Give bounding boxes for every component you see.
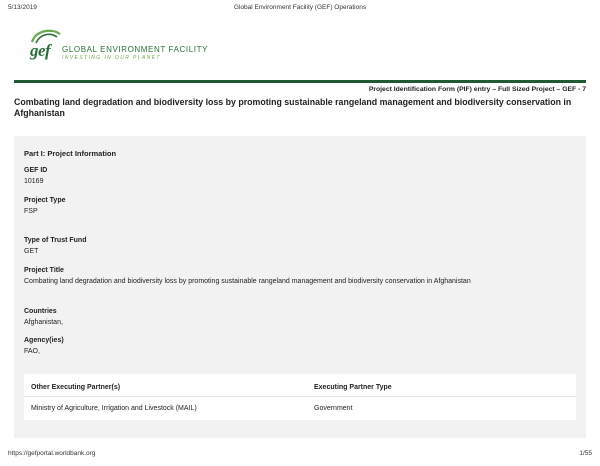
- project-type-value: FSP: [24, 208, 38, 215]
- header-rule: [14, 80, 586, 83]
- page-number: 1/55: [579, 450, 592, 457]
- countries-value: Afghanistan,: [24, 319, 63, 326]
- project-title-value: Combating land degradation and biodiversity loss by promoting sustainable rangeland management and biodiversity conservation in Afghanistan: [24, 278, 471, 285]
- footer-url[interactable]: https://gefportal.worldbank.org: [8, 450, 96, 457]
- print-title: Global Environment Facility (GEF) Operations: [233, 4, 367, 11]
- print-header: [8, 4, 592, 14]
- agency-label: Agency(ies): [24, 337, 64, 344]
- table-header-partner-type: Executing Partner Type: [314, 384, 392, 391]
- project-title-heading: Combating land degradation and biodiversity loss by promoting sustainable rangeland management and biodiversity conservation in Afghanistan: [14, 97, 572, 118]
- project-type-label: Project Type: [24, 197, 66, 204]
- print-date: 5/13/2019: [8, 4, 37, 11]
- gef-mark: gef: [30, 41, 51, 60]
- project-title-label: Project Title: [24, 267, 64, 274]
- gef-logo: [30, 28, 230, 64]
- gef-logo-name: GLOBAL ENVIRONMENT FACILITY: [62, 45, 209, 54]
- gef-id-value: 10169: [24, 178, 44, 185]
- part-heading: Part I: Project Information: [24, 149, 117, 158]
- trust-fund-value: GET: [24, 248, 39, 255]
- countries-label: Countries: [24, 308, 57, 315]
- table-cell-partner-type: Government: [314, 405, 353, 412]
- form-type-header: Project Identification Form (PIF) entry – Full Sized Project – GEF - 7: [368, 86, 586, 93]
- table-cell-partner: Ministry of Agriculture, Irrigation and Livestock (MAIL): [31, 405, 197, 412]
- trust-fund-label: Type of Trust Fund: [24, 237, 87, 244]
- table-header-partner: Other Executing Partner(s): [31, 384, 121, 391]
- executing-partners-table: [24, 374, 576, 420]
- print-footer: [8, 450, 592, 460]
- table-divider: [24, 396, 576, 397]
- project-info-panel: [14, 136, 586, 438]
- agency-value: FAO,: [24, 348, 40, 355]
- gef-logo-tagline: INVESTING IN OUR PLANET: [62, 55, 161, 61]
- gef-id-label: GEF ID: [24, 167, 48, 174]
